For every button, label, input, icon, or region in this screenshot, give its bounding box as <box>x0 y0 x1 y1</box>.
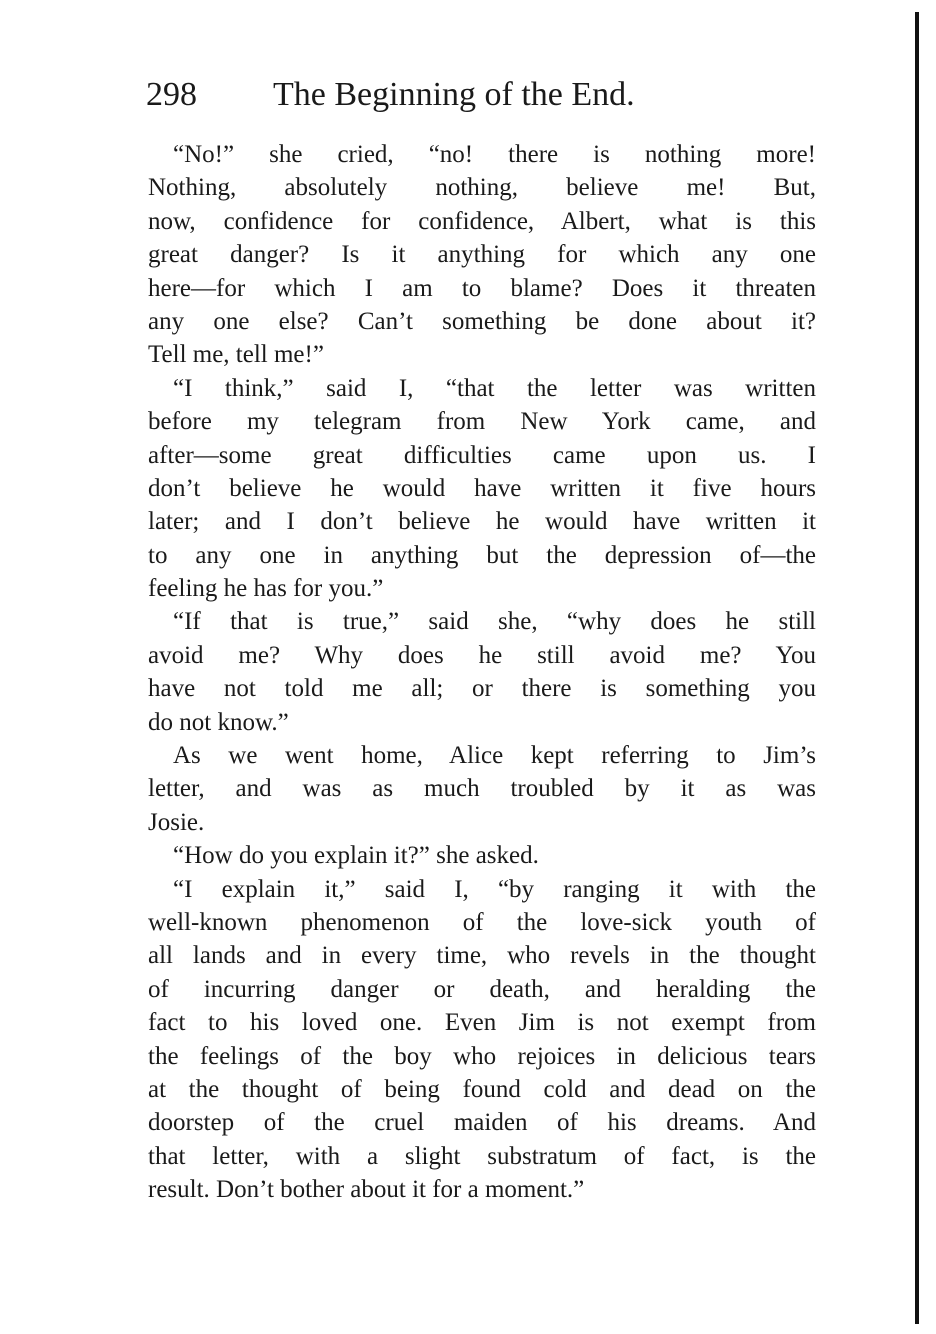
text-line: Nothing, absolutely nothing, believe me! But, <box>148 174 816 202</box>
text-line: Josie. <box>148 808 205 836</box>
text-line: now, confidence for confidence, Albert, what is this <box>148 207 816 235</box>
text-line: letter, and was as much troubled by it as was <box>148 775 816 803</box>
text-line: As we went home, Alice kept referring to Jim’s <box>173 742 816 770</box>
text-line: avoid me? Why does he still avoid me? You <box>148 641 816 669</box>
paragraph <box>148 839 816 872</box>
text-line: to any one in anything but the depression of—the <box>148 541 816 569</box>
text-line: any one else? Can’t something be done about it? <box>148 307 816 335</box>
text-line: at the thought of being found cold and dead on the <box>148 1075 816 1103</box>
text-line: fact to his loved one. Even Jim is not exempt from <box>148 1009 816 1037</box>
running-title: The Beginning of the End. <box>273 76 635 113</box>
paragraph <box>148 605 816 739</box>
text-line: before my telegram from New York came, and <box>148 408 816 436</box>
text-line: later; and I don’t believe he would have written it <box>148 508 816 536</box>
paragraph <box>148 138 816 372</box>
text-line: “If that is true,” said she, “why does he still <box>173 608 816 636</box>
text-line: result. Don’t bother about it for a moment.” <box>148 1176 585 1204</box>
body-text <box>148 138 816 1207</box>
text-line: “No!” she cried, “no! there is nothing more! <box>173 141 816 168</box>
text-line: “I think,” said I, “that the letter was written <box>173 374 816 402</box>
text-line: “I explain it,” said I, “by ranging it with the <box>173 875 816 903</box>
text-line: have not told me all; or there is something you <box>148 675 816 703</box>
text-line: all lands and in every time, who revels in the thought <box>148 942 816 970</box>
paragraph <box>148 739 816 839</box>
text-line: the feelings of the boy who rejoices in delicious tears <box>148 1042 816 1070</box>
text-line: that letter, with a slight substratum of fact, is the <box>148 1142 816 1170</box>
paragraph <box>148 372 816 606</box>
text-line: here—for which I am to blame? Does it threaten <box>148 274 816 302</box>
text-line: great danger? Is it anything for which any one <box>148 241 816 269</box>
text-line: feeling he has for you.” <box>148 575 384 603</box>
paragraph <box>148 873 816 1207</box>
text-line: after—some great difficulties came upon us. I <box>148 441 816 469</box>
page-number: 298 <box>146 76 197 113</box>
text-line: don’t believe he would have written it five hours <box>148 474 816 502</box>
running-header <box>146 70 826 120</box>
text-line: “How do you explain it?” she asked. <box>173 842 539 870</box>
text-line: well-known phenomenon of the love-sick youth of <box>148 908 816 936</box>
text-line: of incurring danger or death, and heralding the <box>148 975 816 1003</box>
text-line: doorstep of the cruel maiden of his dreams. And <box>148 1109 816 1137</box>
text-line: Tell me, tell me!” <box>148 341 324 369</box>
page-edge-shadow <box>915 12 919 1324</box>
text-line: do not know.” <box>148 708 289 736</box>
